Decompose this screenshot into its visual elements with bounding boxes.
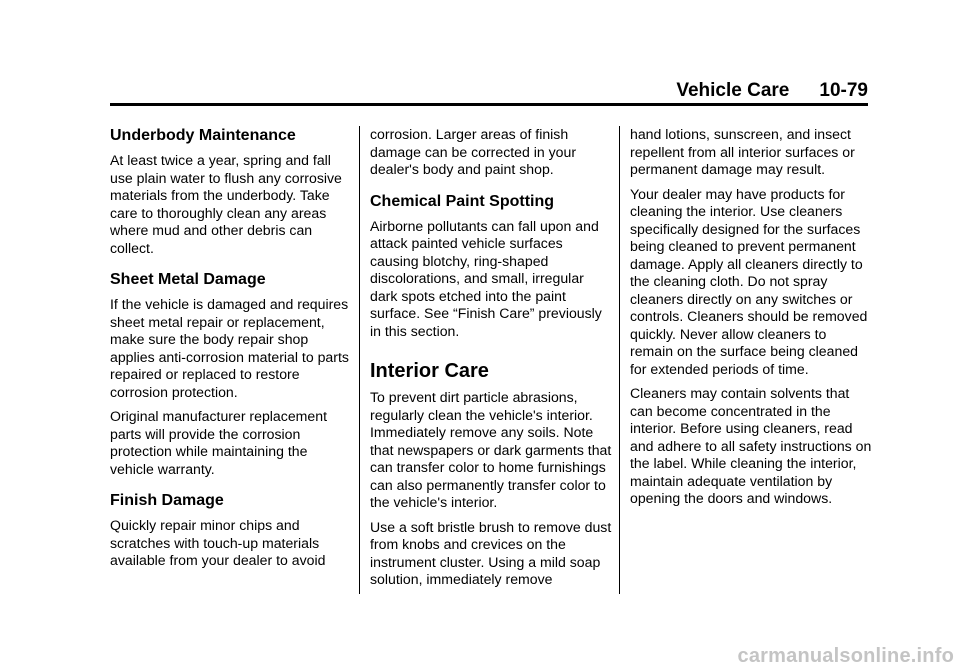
column-1: [110, 126, 352, 577]
watermark: carmanualsonline.info: [737, 645, 954, 667]
column-divider: [619, 126, 620, 594]
heading-finish-damage: Finish Damage: [110, 492, 224, 509]
column-divider: [359, 126, 360, 594]
paragraph: corrosion. Larger areas of finish damage can be corrected in your dealer's body and paint shop.: [370, 126, 577, 177]
section-title: Vehicle Care: [676, 80, 790, 101]
paragraph: Your dealer may have products for cleaning the interior. Use cleaners specifically designed for the surfaces being cleaned to prevent permanent damage. Apply all cleaners directly to the cleaning cloth. Do not spray cleaners directly on any switches or controls. Cleaners should be removed quickly. Never allow cleaners to remain on the surface being cleaned for extended periods of time.: [630, 185, 868, 377]
heading-underbody-maintenance: Underbody Maintenance: [110, 127, 296, 144]
heading-interior-care: Interior Care: [370, 360, 489, 382]
paragraph: Quickly repair minor chips and scratches with touch-up materials available from your dealer to avoid: [110, 517, 326, 568]
running-header: [110, 80, 868, 102]
heading-sheet-metal-damage: Sheet Metal Damage: [110, 271, 266, 288]
header-rule: [110, 103, 868, 106]
column-2: [370, 126, 612, 596]
paragraph: Airborne pollutants can fall upon and attack painted vehicle surfaces causing blotchy, ring-shaped discolorations, and small, irregular dark spots etched into the paint surface. See “Finish Care” previously in this section.: [370, 217, 602, 339]
paragraph: hand lotions, sunscreen, and insect repellent from all interior surfaces or permanent damage may result.: [630, 126, 855, 177]
paragraph: At least twice a year, spring and fall use plain water to flush any corrosive materials from the underbody. Take care to thoroughly clean any areas where mud and other debris can collect.: [110, 152, 342, 256]
paragraph: Original manufacturer replacement parts will provide the corrosion protection while maintaining the vehicle warranty.: [110, 408, 327, 477]
paragraph: To prevent dirt particle abrasions, regularly clean the vehicle's interior. Immediately remove any soils. Note that newspapers or dark garments that can transfer color to home furnishings can also permanently transfer color to the vehicle's interior.: [370, 389, 612, 510]
paragraph: Use a soft bristle brush to remove dust from knobs and crevices on the instrument cluster. Using a mild soap solution, immediately remove: [370, 518, 612, 587]
paragraph: If the vehicle is damaged and requires sheet metal repair or replacement, make sure the body repair shop applies anti-corrosion material to parts repaired or replaced to restore corrosion protection.: [110, 296, 349, 400]
heading-chemical-paint-spotting: Chemical Paint Spotting: [370, 192, 555, 210]
page-number: 10-79: [819, 80, 868, 101]
column-3: [630, 126, 872, 515]
paragraph: Cleaners may contain solvents that can become concentrated in the interior. Before using cleaners, read and adhere to all safety instructions on the label. While cleaning the interior, maintain adequate ventilation by opening the doors and windows.: [630, 385, 872, 506]
